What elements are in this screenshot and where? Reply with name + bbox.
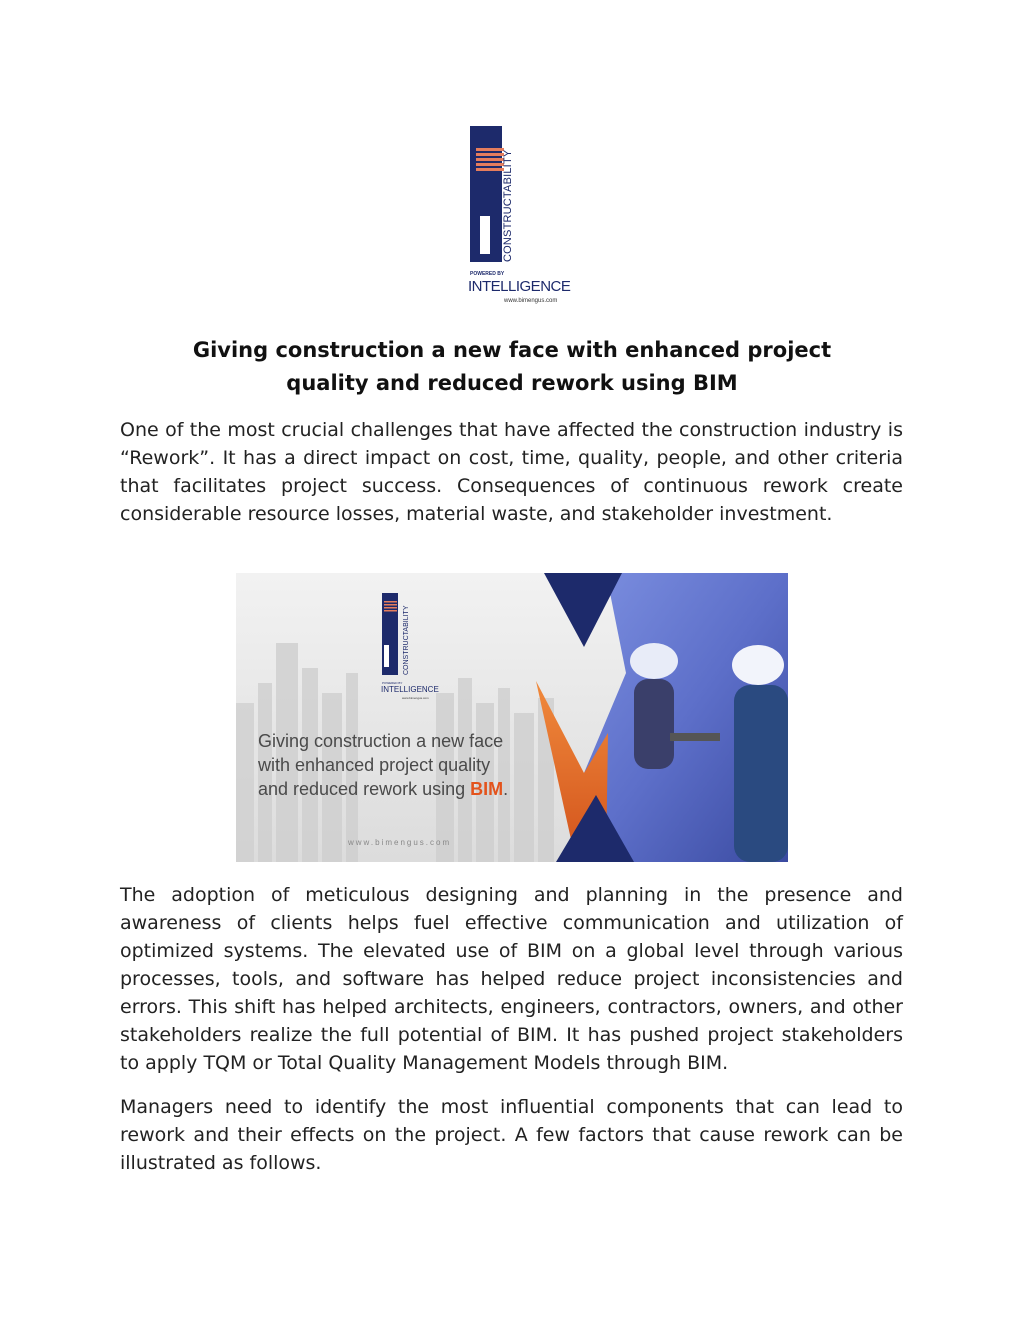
paragraph-intro: One of the most crucial challenges that have affected the construction industry is “Rework”. It has a direct impact on cost, time, quality, people, and other criteria that facilitates project success. Consequences of continuous rework create considerable resource losses, material waste, and stakeholder investment. bbox=[120, 419, 903, 525]
banner-bim-text: BIM bbox=[470, 779, 504, 799]
banner-small-url: www.bimengus.com bbox=[402, 696, 429, 700]
banner-line-3-text: and reduced rework using bbox=[258, 779, 471, 799]
banner-line-3-end: . bbox=[503, 779, 509, 799]
logo-window bbox=[480, 216, 490, 254]
document-title bbox=[120, 334, 904, 400]
paragraph-managers: Managers need to identify the most influential components that can lead to rework and their effects on the project. A few factors that cause rework can be illustrated as follows. bbox=[120, 1096, 903, 1174]
logo-building-mark bbox=[470, 126, 502, 262]
banner-headline bbox=[258, 729, 588, 801]
banner-image bbox=[236, 573, 788, 862]
banner-line-1: Giving construction a new face bbox=[258, 731, 504, 751]
banner-brand: INTELLIGENCE bbox=[381, 685, 439, 694]
banner-url: www.bimengus.com bbox=[348, 838, 452, 847]
banner-graphic bbox=[236, 573, 788, 862]
title-line-2: quality and reduced rework using BIM bbox=[286, 371, 738, 395]
banner-line-2: with enhanced project quality bbox=[258, 755, 491, 775]
banner-logo-vertical-text: CONSTRUCTABILITY bbox=[403, 605, 410, 675]
title-line-1: Giving construction a new face with enhanced project bbox=[192, 338, 832, 362]
banner-powered-by: POWERED BY bbox=[382, 681, 403, 685]
banner-line-3 bbox=[258, 777, 588, 801]
logo-brand: INTELLIGENCE bbox=[468, 278, 571, 295]
logo-vertical-text: CONSTRUCTABILITY bbox=[502, 149, 514, 262]
paragraph-adoption: The adoption of meticulous designing and planning in the presence and awareness of clients helps fuel effective communication and utilization of optimized systems. The elevated use of BIM on a global level through various processes, tools, and software has helped reduce project inconsistencies and errors. This shift has helped architects, engineers, contractors, owners, and other stakeholders realize the full potential of BIM. It has pushed project stakeholders to apply TQM or Total Quality Management Models through BIM. bbox=[120, 884, 903, 1074]
constructability-logo bbox=[466, 120, 578, 310]
logo-url: www.bimengus.com bbox=[504, 298, 558, 304]
logo-powered-by: POWERED BY bbox=[470, 271, 505, 277]
logo-stripes bbox=[476, 148, 504, 174]
